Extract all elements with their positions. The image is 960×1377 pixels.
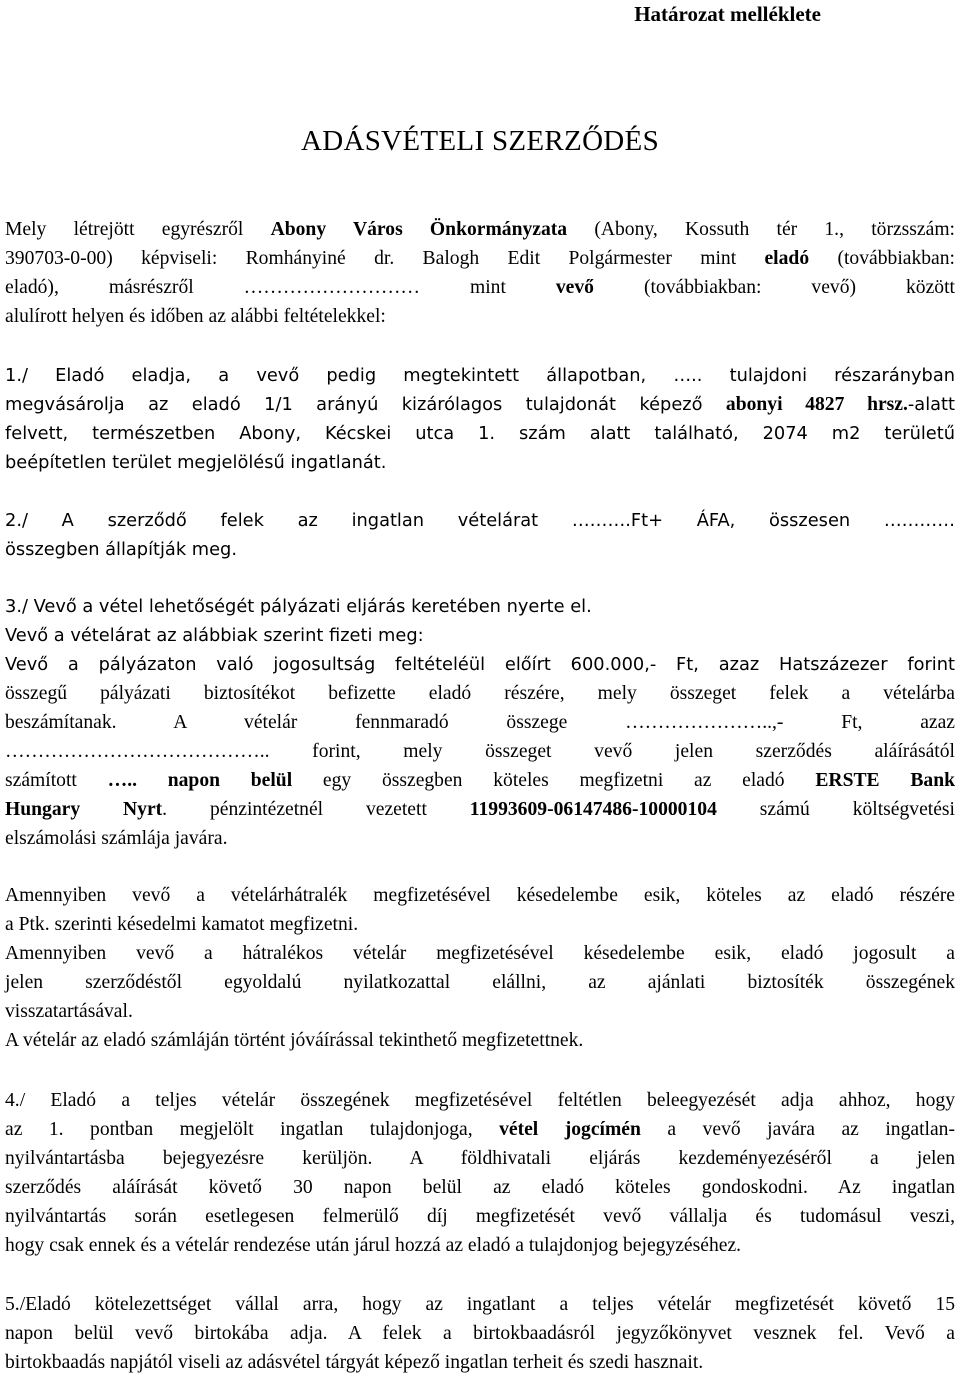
section-1-line-3: felvett, természetben Abony, Kécskei utca 1. szám alatt található, 2074 m2 területű [5,423,955,444]
section-3-line-6: ………………………………….. forint, mely összeget vevő jelen szerződés aláírásától [5,741,955,762]
section-5-line-2: napon belül vevő birtokába adja. A felek a birtokbaadásról jegyzőkönyvet vesznek fel. Vevő a [5,1323,955,1344]
section-3-paragraph [5,592,955,853]
intro-line-2: 390703-0-00) képviseli: Romhányiné dr. Balogh Edit Polgármester mint eladó (továbbiakban: [5,248,955,269]
section-2-line-1: 2./ A szerződő felek az ingatlan vételárat ……….Ft+ ÁFA, összesen ………… [5,510,955,531]
section-3-line-4: összegű pályázati biztosítékot befizette eladó részére, mely összeget felek a vételárba [5,683,955,704]
section-4-line-1: 4./ Eladó a teljes vételár összegének megfizetésével feltétlen beleegyezését adja ahhoz, hogy [5,1090,955,1111]
section-3-line-1: 3./ Vevő a vétel lehetőségét pályázati eljárás keretében nyerte el. [5,596,592,617]
section-2-paragraph [5,506,955,564]
section-5-line-1: 5./Eladó kötelezettséget vállal arra, hogy az ingatlant a teljes vételár megfizetését követő 15 [5,1294,955,1315]
section-1-line-4: beépítetlen terület megjelölésű ingatlanát. [5,452,387,473]
section-5-line-3: birtokbaadás napjától viseli az adásvétel tárgyát képező ingatlan terheit és szedi hasznait. [5,1352,704,1373]
late-payment-line-6: A vételár az eladó számláján történt jóváírással tekinthető megfizetettnek. [5,1030,584,1051]
section-4-line-6: hogy csak ennek és a vételár rendezése után járul hozzá az eladó a tulajdonjog bejegyzéséhez. [5,1235,742,1256]
section-3-line-9: elszámolási számlája javára. [5,828,228,849]
section-4-line-5: nyilvántartás során esetlegesen felmerülő díj megfizetését vevő vállalja és tudomásul veszi, [5,1206,955,1227]
intro-line-4: alulírott helyen és időben az alábbi feltételekkel: [5,306,386,327]
section-4-paragraph [5,1086,955,1260]
intro-line-1: Mely létrejött egyrészről Abony Város Önkormányzata (Abony, Kossuth tér 1., törzsszám: [5,219,955,240]
document-header: Határozat melléklete [634,2,821,26]
late-payment-line-2: a Ptk. szerinti késedelmi kamatot megfizetni. [5,914,359,935]
section-1-line-2: megvásárolja az eladó 1/1 arányú kizárólagos tulajdonát képező abonyi 4827 hrsz.-alatt [5,394,955,415]
late-payment-line-4: jelen szerződéstől egyoldalú nyilatkozattal elállni, az ajánlati biztosíték összegének [5,972,955,993]
section-4-line-3: nyilvántartásba bejegyezésre kerüljön. A földhivatali eljárás kezdeményezéséről a jelen [5,1148,955,1169]
late-payment-paragraph [5,881,955,1055]
section-1-paragraph [5,361,955,477]
section-3-line-3: Vevő a pályázaton való jogosultság feltételéül előírt 600.000,- Ft, azaz Hatszázezer forint [5,654,955,675]
late-payment-line-5: visszatartásával. [5,1001,133,1022]
section-1-line-1: 1./ Eladó eladja, a vevő pedig megtekintett állapotban, ….. tulajdoni részarányban [5,365,955,386]
document-title: ADÁSVÉTELI SZERZŐDÉS [300,125,659,157]
late-payment-line-3: Amennyiben vevő a hátralékos vételár megfizetésével késedelembe esik, eladó jogosult a [5,943,955,964]
section-4-line-4: szerződés aláírását követő 30 napon belül az eladó köteles gondoskodni. Az ingatlan [5,1177,955,1198]
section-3-line-8: Hungary Nyrt. pénzintézetnél vezetett 11993609-06147486-10000104 számú költségvetési [5,799,955,820]
section-3-line-5: beszámítanak. A vételár fennmaradó összege …………………..,- Ft, azaz [5,712,955,733]
section-2-line-2: összegben állapítják meg. [5,539,237,560]
intro-paragraph [5,215,955,331]
section-5-paragraph [5,1290,955,1377]
section-4-line-2: az 1. pontban megjelölt ingatlan tulajdonjoga, vétel jogcímén a vevő javára az ingatlan- [5,1119,955,1140]
late-payment-line-1: Amennyiben vevő a vételárhátralék megfizetésével késedelembe esik, köteles az eladó részére [5,885,955,906]
section-3-line-7: számított ….. napon belül egy összegben köteles megfizetni az eladó ERSTE Bank [5,770,956,791]
intro-line-3: eladó), másrészről ……………………… mint vevő (továbbiakban: vevő) között [5,277,955,298]
section-3-line-2: Vevő a vételárat az alábbiak szerint fizeti meg: [5,625,424,646]
